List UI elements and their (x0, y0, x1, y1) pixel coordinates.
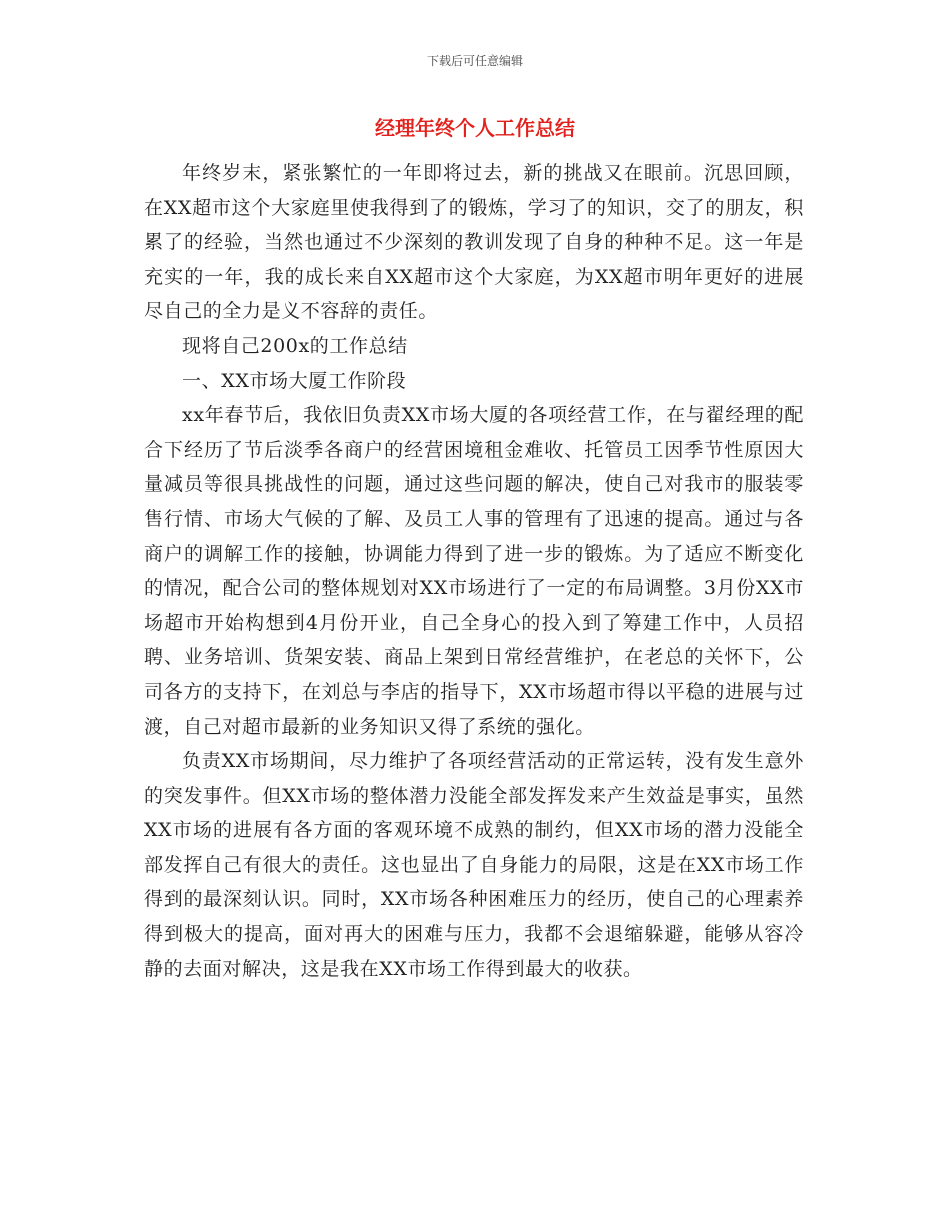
paragraph-summary-lead: 现将自己200x的工作总结 (182, 334, 408, 357)
section-heading-1: 一、XX市场大厦工作阶段 (182, 369, 407, 392)
header-note: 下载后可任意编辑 (426, 54, 523, 68)
paragraph-intro: 年终岁末，紧张繁忙的一年即将过去，新的挑战又在眼前。沉思回顾，在XX超市这个大家庭里使我得到了的锻炼，学习了的知识，交了的朋友，积累了的经验，当然也通过不少深刻的教训发现了自身的种种不足。这一年是充实的一年，我的成长来自XX超市这个大家庭，为XX超市明年更好的进展尽自己的全力是义不容辞的责任。 (144, 162, 804, 323)
page-title: 经理年终个人工作总结 (375, 116, 575, 140)
paragraph-section-1-reflection: 负责XX市场期间，尽力维护了各项经营活动的正常运转，没有发生意外的突发事件。但XX市场的整体潜力没能全部发挥发来产生效益是事实，虽然XX市场的进展有各方面的客观环境不成熟的制约，但XX市场的潜力没能全部发挥自己有很大的责任。这也显出了自身能力的局限，这是在XX市场工作得到的最深刻认识。同时，XX市场各种困难压力的经历，使自己的心理素养得到极大的提高，面对再大的困难与压力，我都不会退缩躲避，能够从容冷静的去面对解决，这是我在XX市场工作得到最大的收获。 (144, 750, 804, 980)
document-body (144, 156, 804, 986)
paragraph-section-1-body: xx年春节后，我依旧负责XX市场大厦的各项经营工作，在与翟经理的配合下经历了节后淡季各商户的经营困境租金难收、托管员工因季节性原因大量减员等很具挑战性的问题，通过这些问题的解决，使自己对我市的服装零售行情、市场大气候的了解、及员工人事的管理有了迅速的提高。通过与各商户的调解工作的接触，协调能力得到了进一步的锻炼。为了适应不断变化的情况，配合公司的整体规划对XX市场进行了一定的布局调整。3月份XX市场超市开始构想到4月份开业，自己全身心的投入到了筹建工作中，人员招聘、业务培训、货架安装、商品上架到日常经营维护，在老总的关怀下，公司各方的支持下，在刘总与李店的指导下，XX市场超市得以平稳的进展与过渡，自己对超市最新的业务知识又得了系统的强化。 (144, 404, 804, 738)
